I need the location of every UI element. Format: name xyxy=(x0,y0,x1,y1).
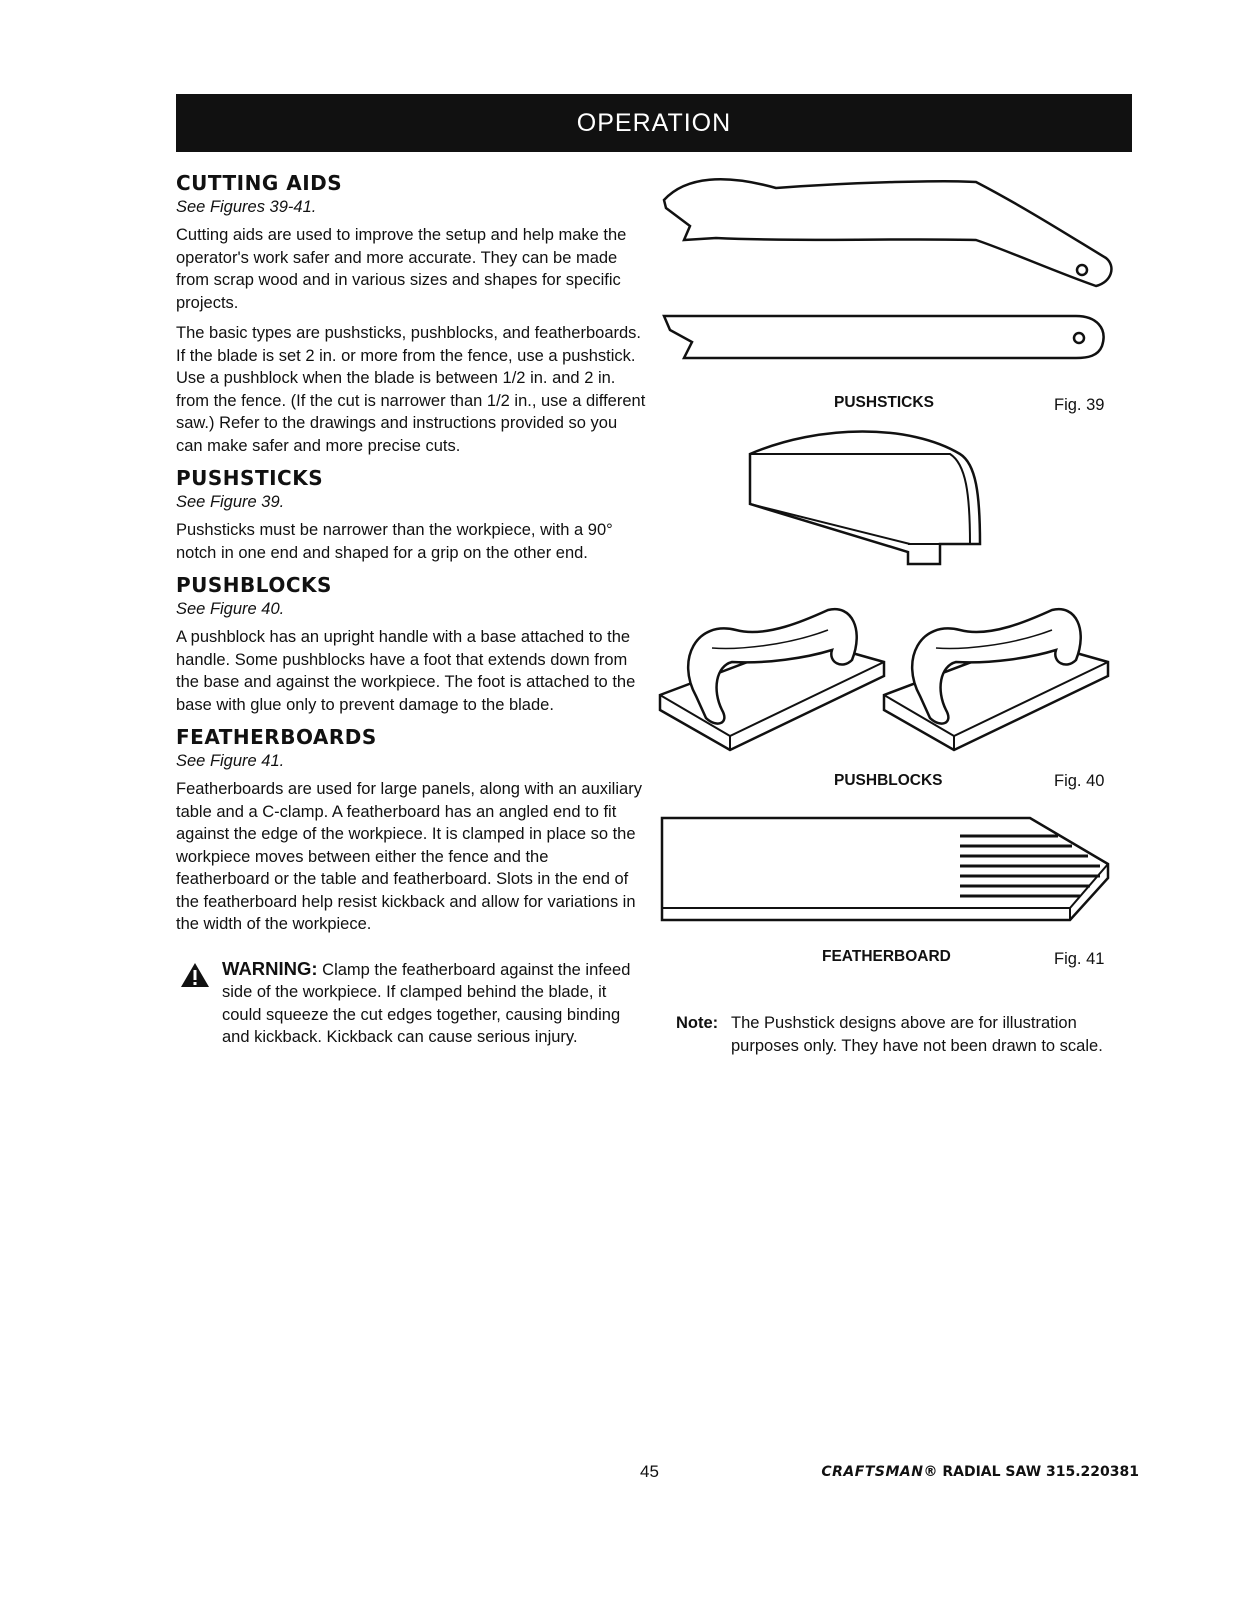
note-text: The Pushstick designs above are for illustration purposes only. They have not been drawn to scale. xyxy=(731,1014,1103,1055)
section-pushblocks xyxy=(176,572,646,716)
section-title: OPERATION xyxy=(576,108,732,137)
section-heading: PUSHBLOCKS xyxy=(176,573,332,597)
section-featherboards xyxy=(176,724,646,936)
figure-caption: PUSHBLOCKS xyxy=(834,772,943,789)
paragraph: Cutting aids are used to improve the setup and help make the operator's work safer and more accurate. They can be made from scrap wood and in various sizes and shapes for specific projects. xyxy=(176,226,627,312)
paragraph: A pushblock has an upright handle with a base attached to the handle. Some pushblocks have a foot that extends down from the base and against the workpiece. The foot is attached to the base with glue only to prevent damage to the blade. xyxy=(176,628,636,714)
left-column xyxy=(176,170,646,1049)
section-heading: FEATHERBOARDS xyxy=(176,725,377,749)
note-block xyxy=(676,1012,1136,1057)
pushstick-straight-illustration xyxy=(656,306,1116,366)
pushsticks-illustration xyxy=(656,168,1116,288)
section-heading: PUSHSTICKS xyxy=(176,466,324,490)
paragraph: Pushsticks must be narrower than the workpiece, with a 90° notch in one end and shaped for a grip on the other end. xyxy=(176,521,613,562)
footer-model: CRAFTSMAN® RADIAL SAW 315.220381 xyxy=(821,1464,1139,1480)
figure-caption: PUSHSTICKS xyxy=(834,394,934,411)
note-label: Note: xyxy=(676,1014,719,1032)
brand-logo: CRAFTSMAN xyxy=(821,1464,924,1480)
figure-caption: FEATHERBOARD xyxy=(822,948,951,965)
warning-triangle-icon xyxy=(180,962,210,988)
figure-reference: See Figure 39. xyxy=(176,493,285,511)
pushblock-handle-illustration xyxy=(880,600,1116,755)
section-banner xyxy=(176,94,1132,152)
warning-label: WARNING: xyxy=(222,957,318,979)
figure-number: Fig. 40 xyxy=(1054,772,1105,790)
section-cutting-aids xyxy=(176,170,646,457)
figure-number: Fig. 39 xyxy=(1054,396,1105,414)
pushblock-handle-illustration xyxy=(656,600,892,755)
figure-reference: See Figure 40. xyxy=(176,600,285,618)
figure-number: Fig. 41 xyxy=(1054,950,1105,968)
figure-reference: See Figures 39-41. xyxy=(176,198,317,216)
figure-reference: See Figure 41. xyxy=(176,752,285,770)
pushblock-foot-illustration xyxy=(740,424,1000,584)
warning-block xyxy=(176,958,646,1049)
featherboard-illustration xyxy=(660,812,1120,930)
model-number: RADIAL SAW 315.220381 xyxy=(942,1464,1139,1480)
page-number: 45 xyxy=(640,1462,659,1481)
paragraph: Featherboards are used for large panels, along with an auxiliary table and a C-clamp. A featherboard has an angled end to fit against the edge of the workpiece. It is clamped in place so the workpiece moves between either the fence and the featherboard or the table and featherboard. Slots in the end of the featherboard help resist kickback and allow for variations in the width of the workpiece. xyxy=(176,780,642,933)
section-pushsticks xyxy=(176,465,646,564)
section-heading: CUTTING AIDS xyxy=(176,171,343,195)
warning-text: Clamp the featherboard against the infeed side of the workpiece. If clamped behind the blade, it could squeeze the cut edges together, causing binding and kickback. Kickback can cause serious injury. xyxy=(222,960,631,1046)
paragraph: The basic types are pushsticks, pushblocks, and featherboards. If the blade is set 2 in. or more from the fence, use a pushstick. Use a pushblock when the blade is between 1/2 in. and 2 in. from the fence. (If the cut is narrower than 1/2 in., use a different saw.) Refer to the drawings and instructions provided so you can make safer and more precise cuts. xyxy=(176,324,646,455)
